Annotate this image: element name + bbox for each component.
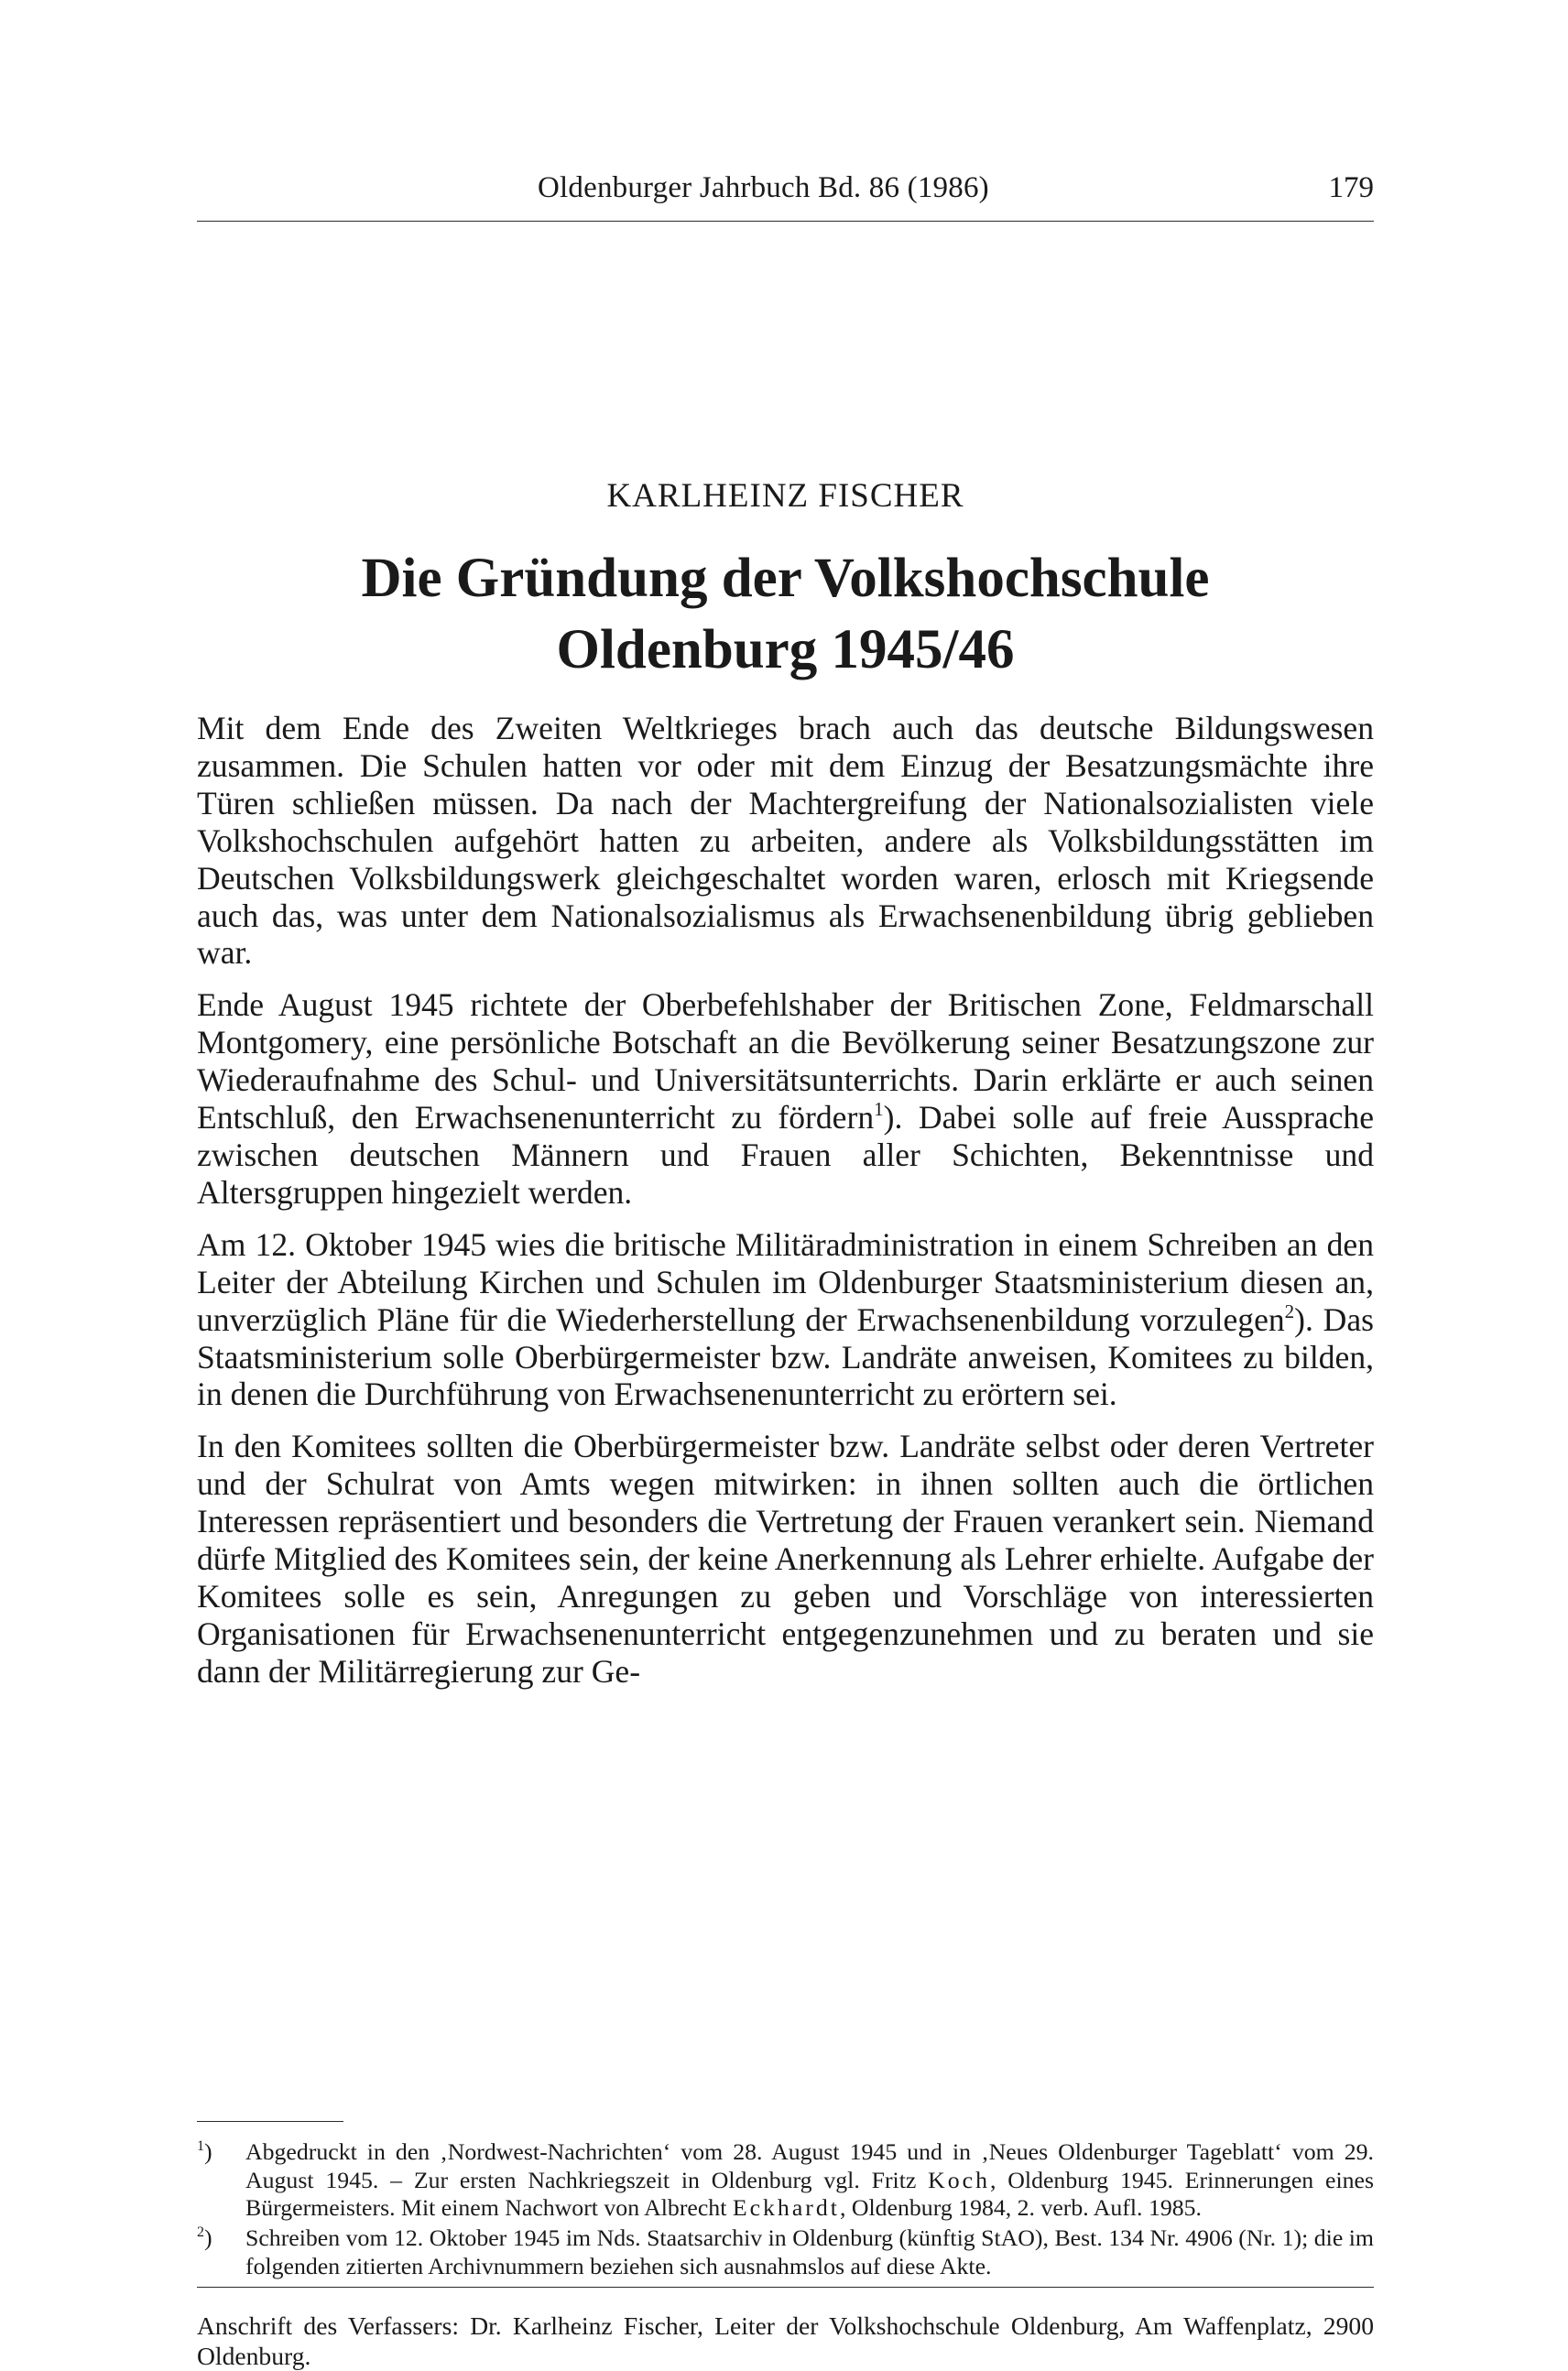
paragraph-2	[197, 986, 1374, 1211]
article-title	[197, 543, 1374, 686]
footnote-mark-1: $^1$)	[197, 2138, 212, 2165]
author-address: Anschrift des Verfassers: Dr. Karlheinz Fischer, Leiter der Volkshochschule Oldenburg, Am Waffenplatz, 2900 Oldenburg.	[197, 2311, 1374, 2370]
paragraph-1: Mit dem Ende des Zweiten Weltkrieges brach auch das deutsche Bildungswesen zusammen. Die Schulen hatten vor oder mit dem Einzug der Besatzungsmächte ihre Türen schließen müssen. Da nach der Machtergreifung der Nationalsozialisten viele Volkshochschulen aufgehört hatten zu arbeiten, andere als Volksbildungsstätten im Deutschen Volksbildungswerk gleichgeschaltet worden waren, erlosch mit Kriegsende auch das, was unter dem Nationalsozialismus als Erwachsenenbildung übrig geblieben war.	[197, 710, 1374, 972]
footnote-2-text: Schreiben vom 12. Oktober 1945 im Nds. Staatsarchiv in Oldenburg (künftig StAO), Best. 134 Nr. 4906 (Nr. 1); die im folgenden zitierten Archivnummern beziehen sich ausnahmslos auf diese Akte.	[245, 2224, 1374, 2279]
journal-title: Oldenburger Jahrbuch Bd. 86 (1986)	[538, 171, 989, 204]
footnote-number-2: 2	[197, 2224, 204, 2241]
footnotes	[197, 2138, 1374, 2283]
author-name: KARLHEINZ FISCHER	[606, 477, 964, 515]
paragraph-2-text-b: ). Dabei solle auf freie Aussprache zwischen deutschen Männern und Frauen aller Schichten, Bekenntnisse und Altersgruppen hingezielt werden.	[197, 1099, 1374, 1211]
footnote-1-text-c: , Oldenburg 1984, 2. verb. Aufl. 1985.	[839, 2194, 1202, 2222]
paragraph-3	[197, 1226, 1374, 1414]
title-line-1: Die Gründung der Volkshochschule	[361, 548, 1210, 609]
paragraph-3-text-b: ). Das Staatsministerium solle Oberbürgermeister bzw. Landräte anweisen, Komitees zu bilden, in denen die Durchführung von Erwachsenenunterricht zu erörtern sei.	[197, 1300, 1374, 1413]
address-rule	[197, 2287, 1374, 2288]
footnote-number-1: 1	[197, 2138, 204, 2154]
title-line-2: Oldenburg 1945/46	[556, 619, 1015, 680]
footnote-ref-2[interactable]: 2	[1284, 1300, 1295, 1322]
article-body	[197, 710, 1374, 1705]
header-rule	[197, 221, 1374, 222]
paragraph-4: In den Komitees sollten die Oberbürgermeister bzw. Landräte selbst oder deren Vertreter und der Schulrat von Amts wegen mitwirken: in ihnen sollten auch die örtlichen Interessen repräsentiert und besonders die Vertretung der Frauen verankert sein. Niemand dürfe Mitglied des Komitees sein, der keine Anerkennung als Lehrer erhielte. Aufgabe der Komitees solle es sein, Anregungen zu geben und Vorschläge von interessierten Organisationen für Erwachsenenunterricht entgegenzunehmen und zu beraten und sie dann der Militärregierung zur Ge-	[197, 1428, 1374, 1690]
footnote-1	[197, 2138, 1374, 2223]
paragraph-3-text-a: Am 12. Oktober 1945 wies die britische Militäradministration in einem Schreiben an den Leiter der Abteilung Kirchen und Schulen im Oldenburger Staatsministerium diesen an, unverzüglich Pläne für die Wiederherstellung der Erwachsenenbildung vorzulegen	[197, 1225, 1374, 1338]
paragraph-2-text-a: Ende August 1945 richtete der Oberbefehlshaber der Britischen Zone, Feldmarschall Montgomery, eine persönliche Botschaft an die Bevölkerung seiner Besatzungszone zur Wiederaufnahme des Schul- und Universitätsunterrichts. Darin erklärte er auch seinen Entschluß, den Erwachsenenunterricht zu fördern	[197, 986, 1374, 1137]
footnote-rule	[197, 2121, 343, 2122]
footnote-1-text-a: Abgedruckt in den ‚Nordwest-Nachrichten‘ vom 28. August 1945 und in ‚Neues Oldenburger Tageblatt‘ vom 29. August 1945. – Zur ersten Nachkriegszeit in Oldenburg vgl. Fritz	[245, 2138, 1374, 2193]
footnote-mark-2: $^2$)	[197, 2224, 212, 2252]
footnote-ref-1[interactable]: 1	[874, 1098, 884, 1121]
page-number: 179	[1328, 171, 1374, 204]
footnote-1-name-koch: Koch	[928, 2166, 991, 2193]
page	[197, 169, 1375, 2370]
running-head	[197, 169, 1374, 206]
footnote-1-text-b: , Oldenburg 1945. Erinnerungen eines Bürgermeisters. Mit einem Nachwort von Albrecht	[245, 2166, 1375, 2222]
footnote-2	[197, 2224, 1374, 2280]
footnote-1-name-eckhardt: Eckhardt	[732, 2194, 840, 2222]
